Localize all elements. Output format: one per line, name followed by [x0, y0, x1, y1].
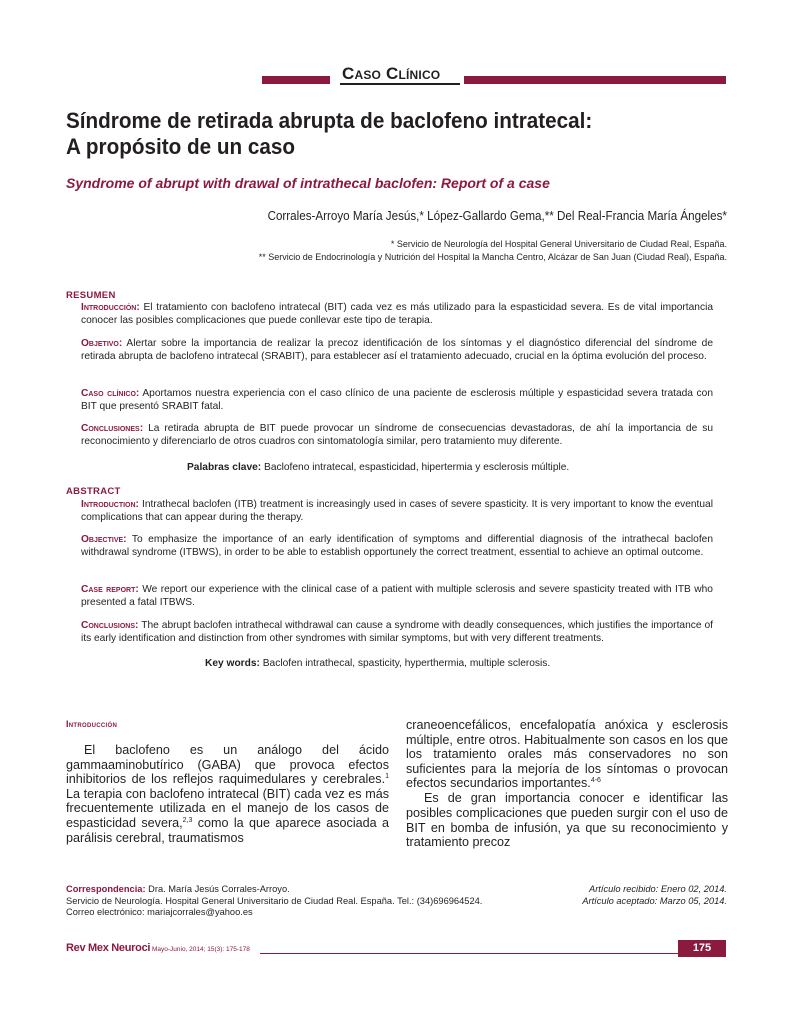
- correspondence-label: Correspondencia:: [66, 884, 146, 894]
- journal-name: Rev Mex Neuroci: [66, 942, 151, 954]
- resumen-conclusiones: [81, 422, 713, 448]
- abstract-introduction-text: Intrathecal baclofen (ITB) treatment is increasingly used in cases of severe spasticity. It is very important to know the eventual complications that can appear during the therapy.: [81, 499, 713, 523]
- abstract-heading: ABSTRACT: [66, 486, 121, 497]
- resumen-caso-text: Aportamos nuestra experiencia con el caso clínico de una paciente de esclerosis múltiple y espasticidad severa tratada con BIT que presentó SRABIT fatal.: [81, 388, 713, 412]
- citation-ref: 2,3: [182, 816, 193, 824]
- palabras-clave-label: Palabras clave:: [187, 462, 262, 473]
- section-header: [262, 64, 726, 86]
- abstract-case-report: [81, 583, 713, 609]
- affiliation-2: ** Servicio de Endocrinología y Nutrición del Hospital la Mancha Centro, Alcázar de San Juan (Ciudad Real), España.: [258, 252, 727, 262]
- resumen-conclusiones-label: Conclusiones:: [81, 423, 144, 434]
- abstract-case-label: Case report:: [81, 584, 139, 595]
- resumen-caso-label: Caso clínico:: [81, 388, 140, 399]
- resumen-objetivo-text: Alertar sobre la importancia de realizar la precoz identificación de los síntomas y el diagnóstico diferencial del síndrome de retirada abrupta de baclofeno intratecal (SRABIT), para establecer así el tratamiento adecuado, crucial en la óptima evolución del proceso.: [81, 338, 713, 362]
- body-paragraph-2: [406, 718, 728, 791]
- date-accepted: Artículo aceptado: Marzo 05, 2014.: [582, 895, 727, 906]
- resumen-introduccion-label: Introducción:: [81, 302, 140, 313]
- citation-ref: 1: [385, 773, 389, 780]
- abstract-objective: [81, 533, 713, 559]
- body-column-right: [406, 718, 728, 850]
- correspondence-address: Servicio de Neurología. Hospital General Universitario de Ciudad Real. España. Tel.: (34)696964524.: [66, 895, 483, 906]
- correspondence-line-1: [66, 884, 546, 896]
- body-text: como la que aparece asociada a parálisis cerebral, traumatismos: [66, 815, 389, 845]
- english-title: Syndrome of abrupt with drawal of intrathecal baclofen: Report of a case: [66, 175, 550, 191]
- body-paragraph-3: Es de gran importancia conocer e identificar las posibles complicaciones que pueden surgir con el uso de BIT en bomba de infusión, ya que su reconocimiento y tratamiento precoz: [406, 791, 728, 850]
- article-title: [66, 108, 705, 160]
- introduccion-heading: Introducción: [66, 719, 118, 729]
- abstract-conclusions: [81, 619, 713, 645]
- key-words-text: Baclofen intrathecal, spasticity, hyperthermia, multiple sclerosis.: [262, 658, 551, 669]
- resumen-caso-clinico: [81, 387, 713, 413]
- body-text: La terapia con baclofeno intratecal (BIT) cada vez es más frecuentemente utilizada en el manejo de los casos de espasticidad severa,: [66, 786, 389, 830]
- resumen-objetivo-label: Objetivo:: [81, 338, 123, 349]
- section-underline: [340, 83, 460, 85]
- resumen-introduccion: [81, 301, 713, 327]
- key-words: [205, 657, 550, 670]
- body-text: El baclofeno es un análogo del ácido gammaaminobutírico (GABA) que provoca efectos inhibitorios de los reflejos raquimedulares y cerebrales.: [66, 743, 389, 787]
- page-number: 175: [678, 940, 726, 957]
- correspondence: [66, 884, 546, 919]
- body-text: craneoencefálicos, encefalopatía anóxica y esclerosis múltiple, entre otros. Habitualmente son casos en los que los tratamiento orales más conservadores no son suficientes para la mejoría de los síntomas o provocan efectos secundarios importantes.: [406, 718, 728, 791]
- article-dates: [582, 884, 727, 907]
- correspondence-email[interactable]: Correo electrónico: mariajcorrales@yahoo.es: [66, 907, 253, 918]
- section-label: Caso Clínico: [342, 64, 441, 83]
- palabras-clave-text: Baclofeno intratecal, espasticidad, hipertermia y esclerosis múltiple.: [264, 462, 570, 473]
- footer-rule: [260, 953, 678, 954]
- resumen-conclusiones-text: La retirada abrupta de BIT puede provocar un síndrome de consecuencias devastadoras, de ahí la importancia de su reconocimiento y diferenciarlo de otros cuadros con sintomatología similar, pero tratamiento muy diferente.: [81, 423, 713, 447]
- citation-ref: 4-6: [590, 777, 601, 785]
- abstract-conclusions-text: The abrupt baclofen intrathecal withdrawal can cause a syndrome with deadly consequences, which justifies the importance of its early identification and distinction from other syndromes with similar symptoms, but with very different treatments.: [81, 620, 713, 644]
- abstract-objective-text: To emphasize the importance of an early identification of symptoms and differential diagnosis of the intrathecal baclofen withdrawal syndrome (ITBWS), in order to be able to establish opportunely the correct treatment, essential to achieve an optimal outcome.: [81, 534, 713, 558]
- body-column-left: [66, 718, 389, 845]
- palabras-clave: [187, 461, 569, 474]
- resumen-objetivo: [81, 337, 713, 363]
- date-received: Artículo recibido: Enero 02, 2014.: [589, 884, 727, 894]
- abstract-introduction: [81, 498, 713, 524]
- title-line-1: Síndrome de retirada abrupta de baclofeno intratecal:: [66, 108, 593, 133]
- header-bar-left: [262, 76, 330, 84]
- header-bar-right: [464, 76, 726, 84]
- correspondence-name: Dra. María Jesús Corrales-Arroyo.: [145, 884, 290, 894]
- footer-journal: [66, 942, 250, 954]
- body-paragraph-1: [66, 743, 389, 845]
- affiliation-1: * Servicio de Neurología del Hospital General Universitario de Ciudad Real, España.: [390, 239, 727, 249]
- resumen-heading: RESUMEN: [66, 290, 116, 301]
- abstract-case-text: We report our experience with the clinical case of a patient with multiple sclerosis and severe spasticity treated with ITB who presented a fatal ITBWS.: [81, 584, 713, 608]
- abstract-conclusions-label: Conclusions:: [81, 620, 139, 631]
- title-line-2: A propósito de un caso: [66, 134, 296, 159]
- journal-citation: Mayo-Junio, 2014; 15(3): 175-178: [150, 946, 250, 953]
- authors: Corrales-Arroyo María Jesús,* López-Gallardo Gema,** Del Real-Francia María Ángeles*: [267, 209, 727, 223]
- abstract-objective-label: Objective:: [81, 534, 127, 545]
- resumen-introduccion-text: El tratamiento con baclofeno intratecal (BIT) cada vez es más utilizado para la espasticidad severa. Es de vital importancia conocer las posibles complicaciones que puede conllevar este tipo de terapia.: [81, 302, 713, 326]
- abstract-introduction-label: Introduction:: [81, 499, 139, 510]
- key-words-label: Key words:: [205, 658, 260, 669]
